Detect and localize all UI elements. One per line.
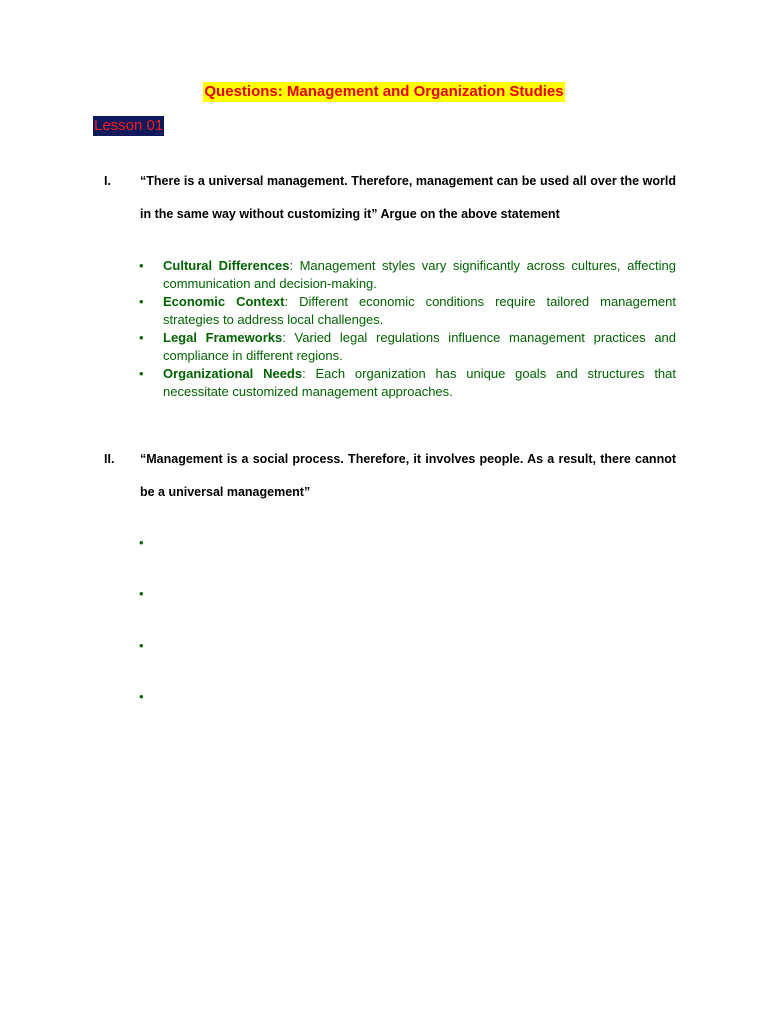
answer-bullet xyxy=(136,293,676,329)
bullet-glyph: • xyxy=(139,258,144,273)
question-2 xyxy=(104,443,676,509)
question-2-number: II. xyxy=(104,452,115,466)
question-1-answers xyxy=(136,257,676,401)
empty-bullet: • xyxy=(139,689,144,704)
question-1-number: I. xyxy=(104,174,111,188)
question-1-text: “There is a universal management. Therefore, management can be used all over the world in the same way without customizing it” Argue on the above statement xyxy=(140,174,676,221)
title-container xyxy=(0,82,768,102)
empty-bullet: • xyxy=(139,586,144,601)
bullet-glyph: • xyxy=(139,366,144,381)
answer-term: Legal Frameworks xyxy=(163,330,283,345)
answer-term: Economic Context xyxy=(163,294,285,309)
question-1 xyxy=(104,165,676,231)
answer-bullet xyxy=(136,257,676,293)
bullet-glyph: • xyxy=(139,330,144,345)
page-title: Questions: Management and Organization Studies xyxy=(204,83,564,100)
answer-text: : Varied legal regulations influence management practices and compliance in different regions. xyxy=(163,330,677,363)
empty-bullet: • xyxy=(139,638,144,653)
answer-text: : Management styles vary significantly across cultures, affecting communication and decision-making. xyxy=(163,258,676,291)
answer-bullet xyxy=(136,365,676,401)
answer-term: Organizational Needs xyxy=(163,366,303,381)
bullet-glyph: • xyxy=(139,294,144,309)
answer-term: Cultural Differences xyxy=(163,258,290,273)
answer-text: : Different economic conditions require tailored management strategies to address local challenges. xyxy=(163,294,677,327)
lesson-label: Lesson 01 xyxy=(94,117,164,134)
answer-text: : Each organization has unique goals and structures that necessitate customized management approaches. xyxy=(163,366,676,399)
answer-bullet xyxy=(136,329,676,365)
empty-bullet: • xyxy=(139,535,144,550)
question-2-text: “Management is a social process. Therefore, it involves people. As a result, there cannot be a universal management” xyxy=(140,452,676,499)
